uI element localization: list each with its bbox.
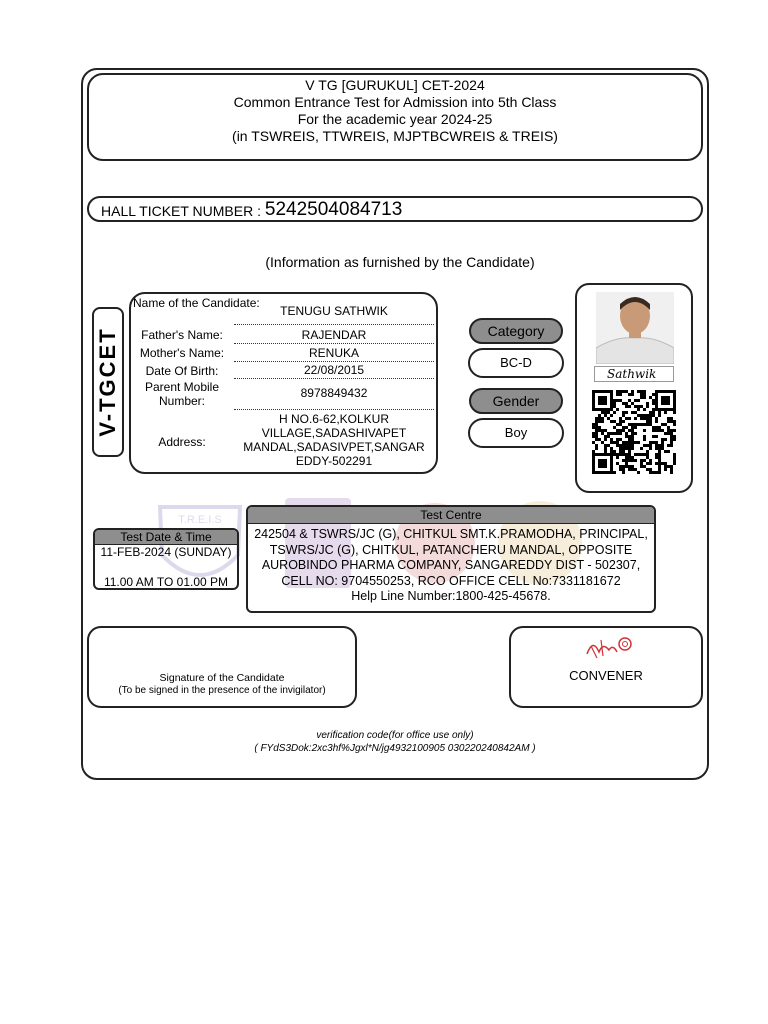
address-label: Address: [158,435,206,449]
qr-code [592,390,676,476]
watermark-text: T.R.E.I.S [178,514,222,526]
exam-header [87,73,703,161]
test-date-box [93,528,239,590]
mother-name: RENUKA [234,346,434,362]
dob-label: Date Of Birth: [145,364,219,378]
signature-note: (To be signed in the presence of the invigilator) [118,685,326,696]
test-date-label: Test Date & Time [95,530,237,545]
gender-value: Boy [468,418,564,448]
verification-label: verification code(for office use only) [316,730,474,741]
side-label: V-TGCET [95,327,120,437]
candidate-name: TENUGU SATHWIK [234,303,434,325]
father-name: RAJENDAR [234,328,434,344]
institutions: (in TSWREIS, TTWREIS, MJPTBCWREIS & TREIS) [232,128,558,144]
father-label: Father's Name: [141,328,223,342]
hall-ticket-bar [87,196,703,222]
category-value: BC-D [468,348,564,378]
info-note: (Information as furnished by the Candidate) [265,254,535,270]
photo-signature: Sathwik [594,366,674,382]
hall-ticket-number: 5242504084713 [264,199,403,220]
address: H NO.6-62,KOLKUR VILLAGE,SADASHIVAPET MANDAL,SADASIVPET,SANGAR EDDY-502291 [243,412,425,468]
convener-box [509,626,703,708]
verification-section [150,729,640,755]
mobile-label: Parent Mobile Number: [144,380,220,408]
category-label: Category [469,318,563,344]
gender-label: Gender [469,388,563,414]
hall-ticket-label: HALL TICKET NUMBER : [101,203,265,219]
mother-label: Mother's Name: [139,346,225,360]
exam-subtitle: Common Entrance Test for Admission into 5th Class [233,94,557,110]
name-label: Name of the Candidate: [133,296,260,310]
test-date: 11-FEB-2024 (SUNDAY) [100,545,232,559]
helpline: Help Line Number:1800-425-45678. [351,589,551,603]
verification-code: ( FYdS3Dok:2xc3hf%Jgxl*N/jg4932100905 030220240842AM ) [254,743,536,754]
test-time: 11.00 AM TO 01.00 PM [103,575,229,589]
exam-title: V TG [GURUKUL] CET-2024 [305,77,485,93]
academic-year: For the academic year 2024-25 [297,111,493,127]
signature-box [87,626,357,708]
date-of-birth: 22/08/2015 [234,363,434,379]
test-centre-address: 242504 & TSWRS/JC (G), CHITKUL SMT.K.PRAMODHA, PRINCIPAL, TSWRS/JC (G), CHITKUL, PATANCHERU MANDAL, OPPOSITE AUROBINDO PHARMA COMPANY, SANGAREDDY DIST - 502307, CELL NO: 9704550253, RCO OFFICE CELL No:7331181672 [254,527,648,588]
convener-signature-stamp [583,632,635,664]
convener-label: CONVENER [569,668,643,683]
signature-label: Signature of the Candidate [159,672,285,684]
test-centre-label: Test Centre [248,507,654,524]
test-centre-box [246,505,656,613]
candidate-photo [596,292,674,364]
parent-mobile: 8978849432 [234,386,434,410]
